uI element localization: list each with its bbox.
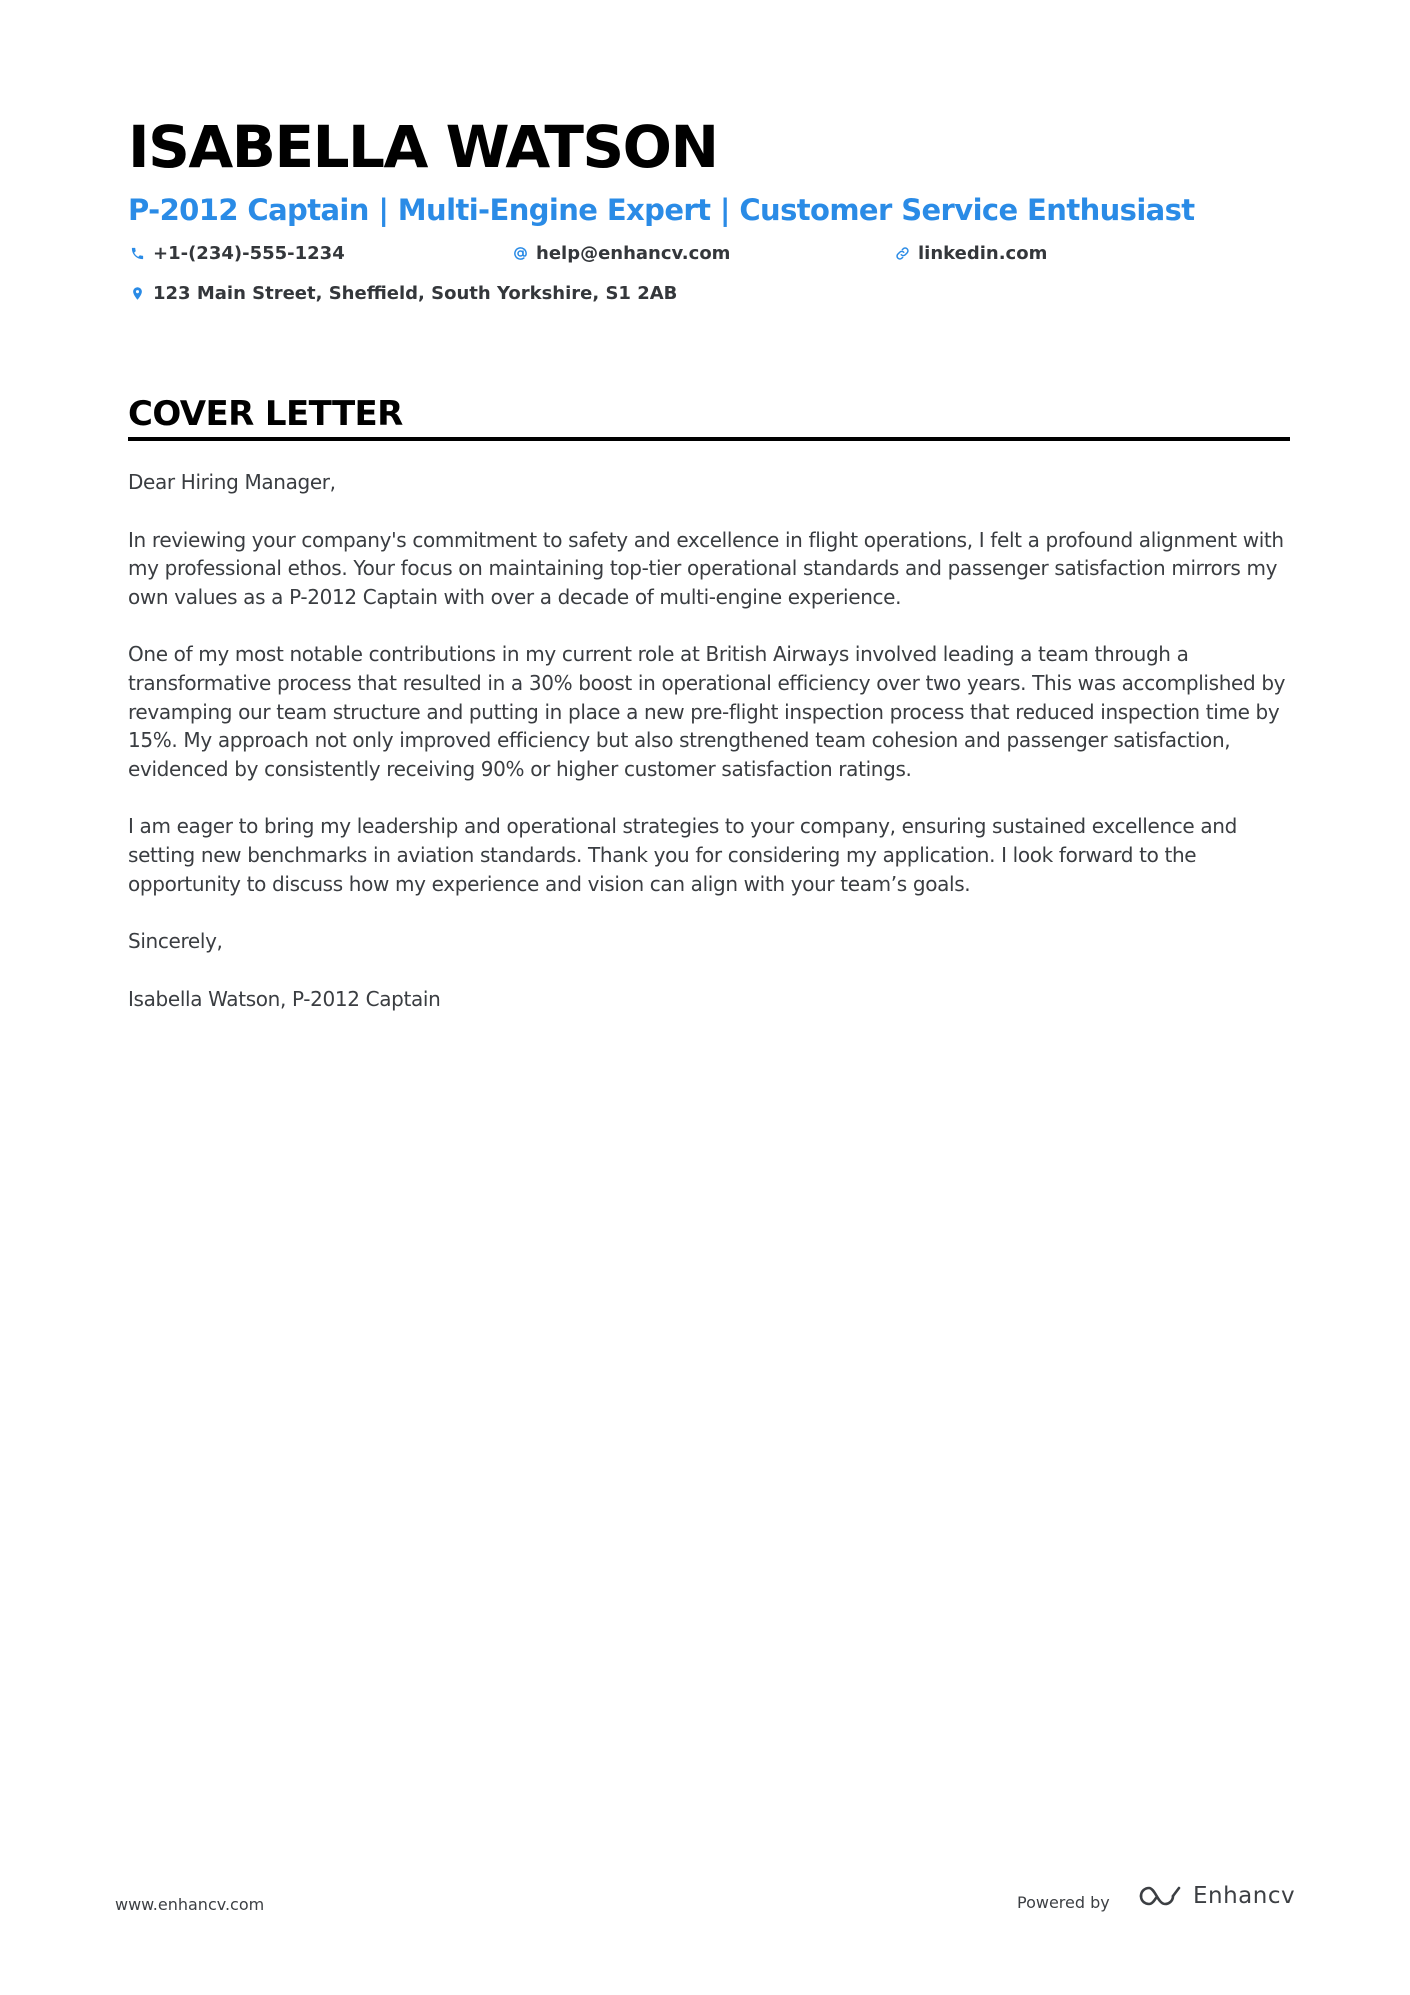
phone-icon [128,245,146,263]
enhancv-logo-icon [1137,1883,1183,1909]
letter-signature: Isabella Watson, P-2012 Captain [128,986,441,1011]
contact-phone[interactable] [128,243,345,264]
location-pin-icon [128,285,146,303]
section-title: COVER LETTER [128,394,403,434]
letter-paragraph: One of my most notable contributions in my current role at British Airways involved leading a team through a transformative process that resulted in a 30% boost in operational efficiency over two years. This was accomplished by revamping our team structure and putting in place a new pre-flight inspection process that reduced inspection time by 15%. My approach not only improved efficiency but also strengthened team cohesion and passenger satisfaction, evidenced by consistently receiving 90% or higher customer satisfaction ratings. [128,642,1286,781]
brand-logo[interactable] [1137,1883,1295,1909]
letter-closing: Sincerely, [128,929,223,954]
footer-url[interactable]: www.enhancv.com [115,1895,265,1914]
candidate-title: P-2012 Captain | Multi-Engine Expert | Customer Service Enthusiast [128,193,1195,227]
contact-email-text: help@enhancv.com [536,243,731,264]
contact-email[interactable] [511,243,730,264]
brand-name: Enhancv [1193,1883,1296,1909]
letter-salutation: Dear Hiring Manager, [128,470,336,494]
contact-link-text: linkedin.com [918,243,1048,264]
powered-by-label: Powered by [1017,1893,1110,1912]
letter-paragraph: In reviewing your company's commitment to safety and excellence in flight operations, I felt a profound alignment with my professional ethos. Your focus on maintaining top-tier operational standards and passenger satisfaction mirrors my own values as a P-2012 Captain with over a decade of multi-engine experience. [128,527,1284,609]
candidate-name: ISABELLA WATSON [128,113,718,181]
contact-phone-text: +1-(234)-555-1234 [153,243,345,264]
contact-address-text: 123 Main Street, Sheffield, South Yorkshire, S1 2AB [153,283,678,304]
letter-body [128,468,1293,1042]
contact-address [128,283,677,304]
link-icon [893,245,911,263]
contact-link[interactable] [893,243,1047,264]
at-icon [511,245,529,263]
section-divider [128,437,1290,441]
letter-paragraph: I am eager to bring my leadership and operational strategies to your company, ensuring sustained excellence and setting new benchmarks in aviation standards. Thank you for considering my application. I look forward to the opportunity to discuss how my experience and vision can align with your team’s goals. [128,814,1237,896]
